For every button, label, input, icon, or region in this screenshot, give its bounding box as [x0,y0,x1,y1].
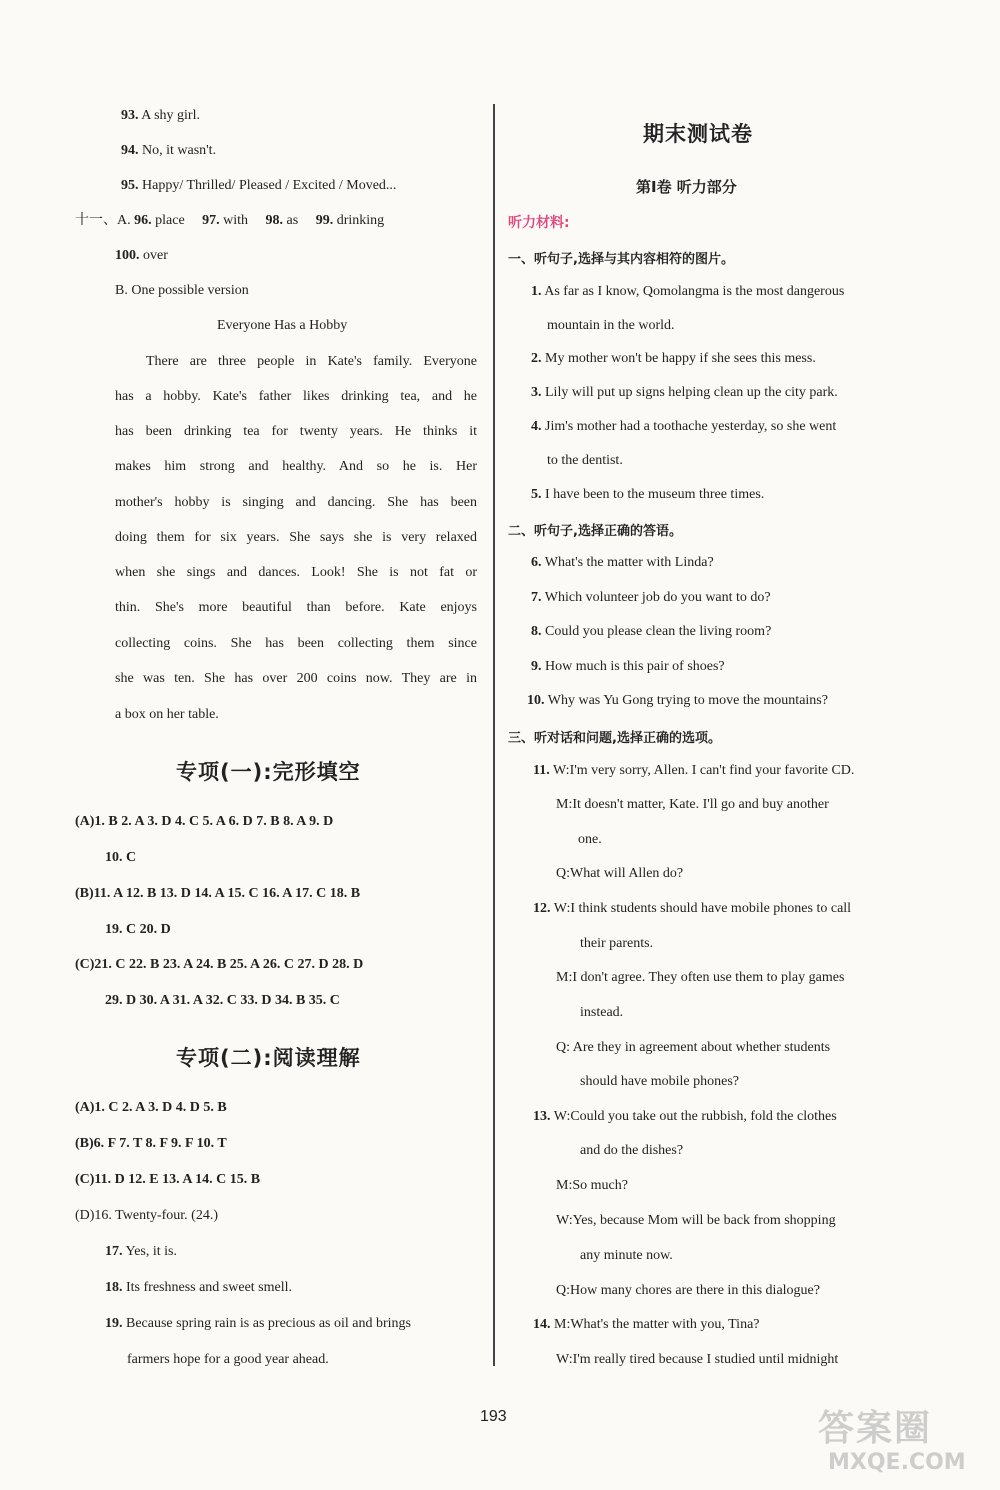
section-heading-reading: 专项(二):阅读理解 [176,1046,361,1070]
question-1: 1. As far as I know, Qomolangma is the most dangerous [531,284,845,299]
exam-title: 期末测试卷 [643,122,753,146]
essay-line: There are three people in Kate's family. Everyone [146,354,477,369]
question-12-m1: M:I don't agree. They often use them to play games [556,970,845,985]
question-1-cont: mountain in the world. [547,318,675,333]
watermark-bottom: MXQE.COM [828,1450,966,1475]
question-12-w1-cont: their parents. [580,936,654,951]
essay-line: collecting coins. She has been collecting them since [115,636,477,651]
essay-line: she was ten. She has over 200 coins now. They are in [115,671,477,686]
cloze-answers-b-cont: 19. C 20. D [105,922,171,937]
question-13-w1-cont: and do the dishes? [580,1143,684,1158]
essay-line: doing them for six years. She says she is very relaxed [115,530,477,545]
question-14-w1: W:I'm really tired because I studied until midnight [556,1352,839,1367]
question-9: 9. How much is this pair of shoes? [531,659,725,674]
essay-line: makes him strong and healthy. And so he is. Her [115,459,477,474]
section-3-heading: 三、听对话和问题,选择正确的选项。 [508,731,721,746]
watermark-logo [818,1400,990,1482]
answer-93: 93. A shy girl. [121,108,200,123]
essay-line: when she sings and dances. Look! She is not fat or [115,565,477,580]
question-11-q: Q:What will Allen do? [556,866,684,881]
question-8: 8. Could you please clean the living room? [531,624,772,639]
question-14-m1: 14. M:What's the matter with you, Tina? [533,1317,760,1332]
exam-subtitle: 第Ⅰ卷 听力部分 [636,178,737,196]
question-4-cont: to the dentist. [547,453,623,468]
section-heading-cloze: 专项(一):完形填空 [176,760,361,784]
question-11-m1-cont: one. [578,832,602,847]
essay-line: thin. She's more beautiful than before. Kate enjoys [115,600,477,615]
question-13-w2-cont: any minute now. [580,1248,673,1263]
watermark-top: 答案圈 [818,1408,933,1449]
question-13-w2: W:Yes, because Mom will be back from shopping [556,1213,836,1228]
cloze-answers-a-cont: 10. C [105,850,137,865]
cloze-answers-c-cont: 29. D 30. A 31. A 32. C 33. D 34. B 35. C [105,993,340,1008]
reading-answers-a: (A)1. C 2. A 3. D 4. D 5. B [75,1100,227,1115]
answer-19-cont: farmers hope for a good year ahead. [127,1352,329,1367]
essay-title: Everyone Has a Hobby [217,318,348,333]
question-12-q: Q: Are they in agreement about whether students [556,1040,831,1055]
question-5: 5. I have been to the museum three times. [531,487,765,502]
question-4: 4. Jim's mother had a toothache yesterday, so she went [531,419,837,434]
question-2: 2. My mother won't be happy if she sees this mess. [531,351,816,366]
reading-answers-b: (B)6. F 7. T 8. F 9. F 10. T [75,1136,227,1151]
question-3: 3. Lily will put up signs helping clean up the city park. [531,385,838,400]
question-13-q: Q:How many chores are there in this dialogue? [556,1283,820,1298]
answer-17: 17. Yes, it is. [105,1244,177,1259]
cloze-answers-b: (B)11. A 12. B 13. D 14. A 15. C 16. A 17. C 18. B [75,886,361,901]
page-number: 193 [480,1408,507,1425]
part-b-label: B. One possible version [115,283,249,298]
cloze-answers-c: (C)21. C 22. B 23. A 24. B 25. A 26. C 27. D 28. D [75,957,364,972]
answer-100: 100. over [115,248,168,263]
essay-line: has been drinking tea for twenty years. He thinks it [115,424,477,439]
section-2-heading: 二、听句子,选择正确的答语。 [508,524,682,539]
question-10: 10. Why was Yu Gong trying to move the mountains? [527,693,828,708]
question-11-w1: 11. W:I'm very sorry, Allen. I can't find your favorite CD. [533,763,855,778]
essay-line: has a hobby. Kate's father likes drinking tea, and he [115,389,477,404]
question-13-m1: M:So much? [556,1178,628,1193]
question-12-w1: 12. W:I think students should have mobile phones to call [533,901,852,916]
question-11-m1: M:It doesn't matter, Kate. I'll go and buy another [556,797,829,812]
answer-95: 95. Happy/ Thrilled/ Pleased / Excited / Moved... [121,178,397,193]
answer-19: 19. Because spring rain is as precious as oil and brings [105,1316,411,1331]
section-11-answers: 十一、A. 96. place 97. with 98. as 99. drinking [75,213,385,228]
question-13-w1: 13. W:Could you take out the rubbish, fold the clothes [533,1109,837,1124]
essay-line: a box on her table. [115,707,219,722]
answer-94: 94. No, it wasn't. [121,143,217,158]
question-12-m1-cont: instead. [580,1005,624,1020]
section-1-heading: 一、听句子,选择与其内容相符的图片。 [508,252,734,267]
column-divider [493,104,495,1366]
reading-answers-d: (D)16. Twenty-four. (24.) [75,1208,219,1223]
essay-line: mother's hobby is singing and dancing. She has been [115,495,477,510]
reading-answers-c: (C)11. D 12. E 13. A 14. C 15. B [75,1172,261,1187]
question-7: 7. Which volunteer job do you want to do? [531,590,771,605]
question-12-q-cont: should have mobile phones? [580,1074,740,1089]
question-6: 6. What's the matter with Linda? [531,555,714,570]
cloze-answers-a: (A)1. B 2. A 3. D 4. C 5. A 6. D 7. B 8. A 9. D [75,814,334,829]
listening-material-label: 听力材料: [508,215,570,231]
answer-18: 18. Its freshness and sweet smell. [105,1280,293,1295]
